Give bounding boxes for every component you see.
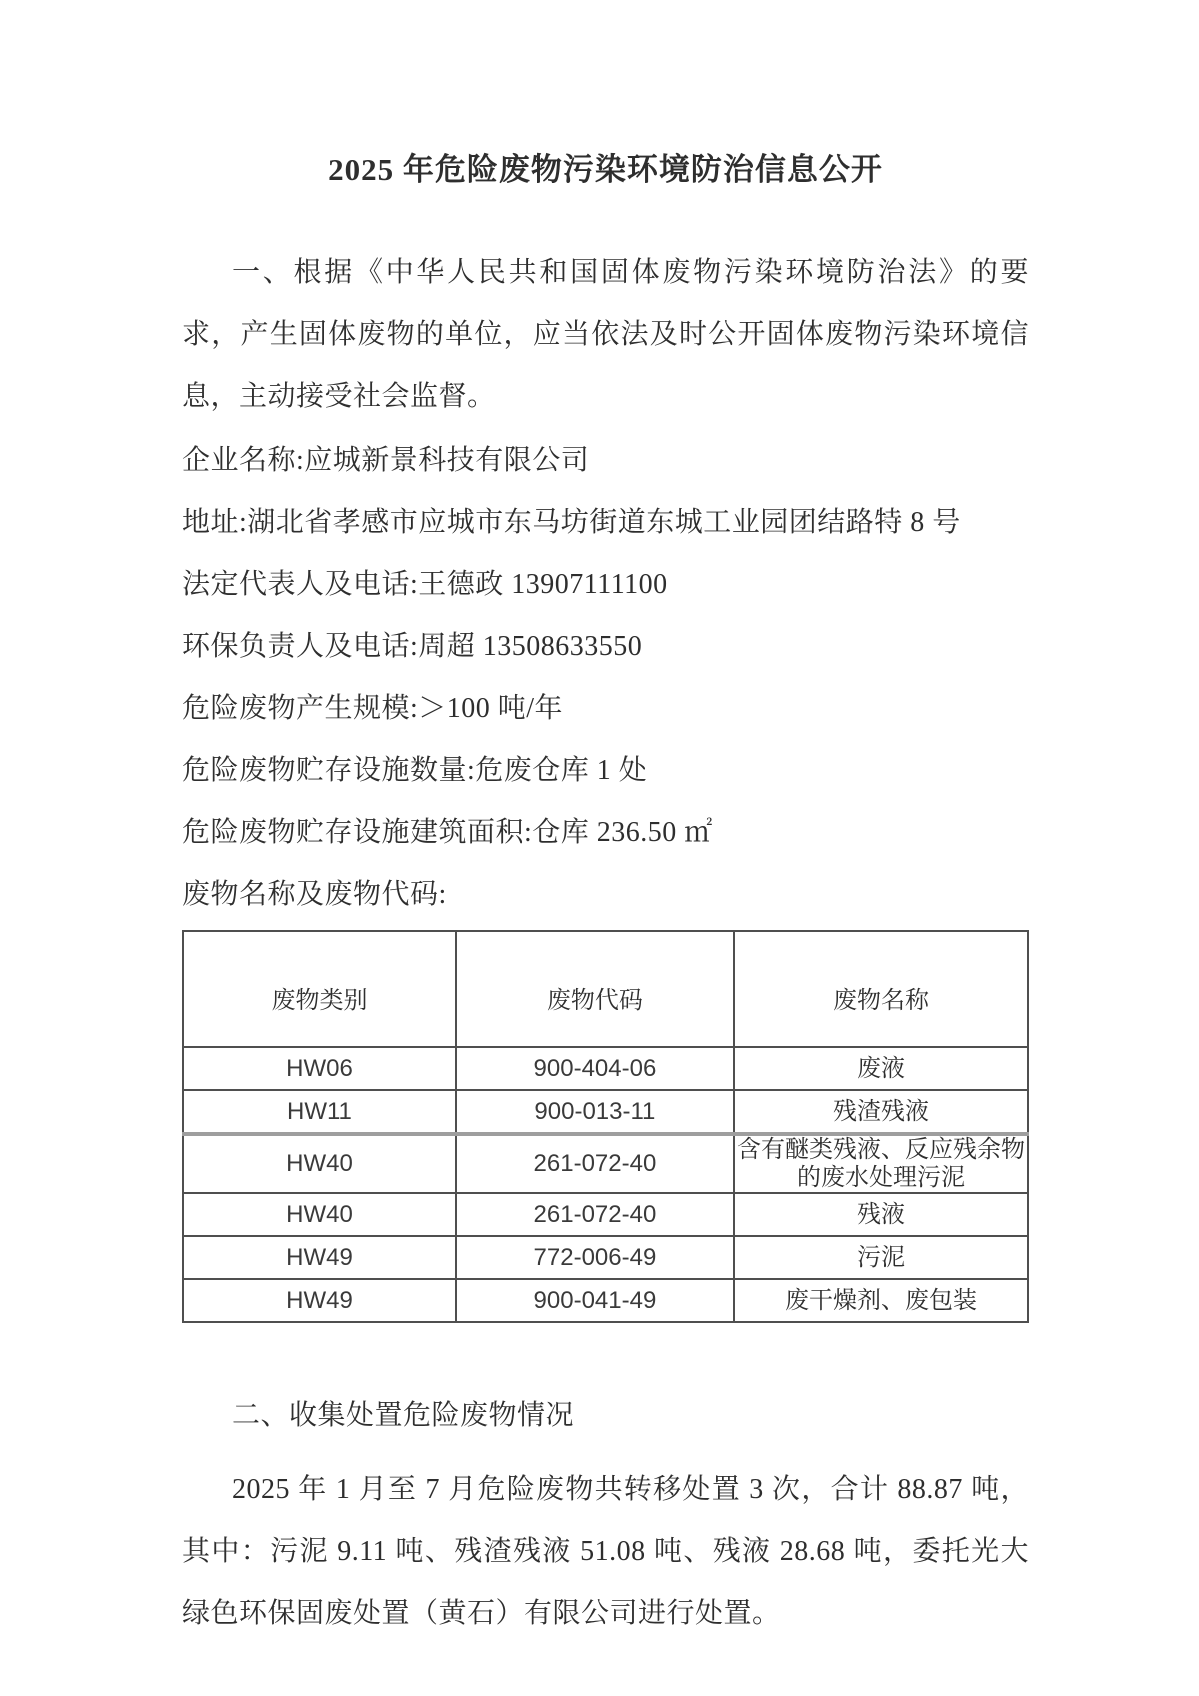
table-row	[183, 1236, 1028, 1279]
table-row	[183, 1193, 1028, 1236]
page-title: 2025 年危险废物污染环境防治信息公开	[328, 152, 883, 187]
waste-category-cell: HW49	[183, 1236, 456, 1279]
waste-category-cell: HW40	[183, 1193, 456, 1236]
info-line-storage-area: 危险废物贮存设施建筑面积:仓库 236.50 ㎡	[182, 817, 713, 848]
info-line-company-name: 企业名称:应城新景科技有限公司	[182, 445, 590, 476]
waste-code-cell: 261-072-40	[456, 1193, 734, 1236]
waste-category-cell: HW11	[183, 1090, 456, 1134]
section2-paragraph: 2025 年 1 月至 7 月危险废物共转移处置 3 次，合计 88.87 吨，其中：污泥 9.11 吨、残渣残液 51.08 吨、残液 28.68 吨，委托光大绿色环保固废处置（黄石）有限公司进行处置。	[182, 1474, 1029, 1629]
waste-name-cell: 污泥	[734, 1236, 1028, 1279]
waste-name-cell: 残液	[734, 1193, 1028, 1236]
waste-code-cell: 261-072-40	[456, 1134, 734, 1193]
waste-category-cell: HW40	[183, 1134, 456, 1193]
table-row	[183, 1090, 1028, 1134]
company-info-block	[182, 430, 1029, 926]
waste-table-header-category: 废物类别	[183, 931, 456, 1047]
table-row	[183, 1047, 1028, 1090]
table-row	[183, 1279, 1028, 1322]
info-line-storage-count: 危险废物贮存设施数量:危废仓库 1 处	[182, 755, 648, 786]
waste-table	[182, 930, 1029, 1323]
waste-name-cell: 含有醚类残液、反应残余物的废水处理污泥	[734, 1134, 1028, 1193]
intro-paragraph: 一、根据《中华人民共和国固体废物污染环境防治法》的要求，产生固体废物的单位，应当依法及时公开固体废物污染环境信息，主动接受社会监督。	[182, 257, 1029, 412]
info-line-table-caption: 废物名称及废物代码:	[182, 879, 447, 910]
waste-table-header-row	[183, 931, 1028, 1047]
waste-table-header-code: 废物代码	[456, 931, 734, 1047]
waste-code-cell: 900-041-49	[456, 1279, 734, 1322]
info-line-environmental-officer: 环保负责人及电话:周超 13508633550	[182, 631, 643, 662]
info-line-waste-scale: 危险废物产生规模:＞100 吨/年	[182, 693, 564, 724]
waste-code-cell: 772-006-49	[456, 1236, 734, 1279]
section2-heading: 二、收集处置危险废物情况	[232, 1400, 575, 1431]
waste-category-cell: HW06	[183, 1047, 456, 1090]
waste-name-cell: 残渣残液	[734, 1090, 1028, 1134]
waste-category-cell: HW49	[183, 1279, 456, 1322]
info-line-legal-representative: 法定代表人及电话:王德政 13907111100	[182, 569, 668, 600]
waste-code-cell: 900-013-11	[456, 1090, 734, 1134]
waste-name-cell: 废干燥剂、废包装	[734, 1279, 1028, 1322]
waste-code-cell: 900-404-06	[456, 1047, 734, 1090]
waste-name-cell: 废液	[734, 1047, 1028, 1090]
waste-table-header-name: 废物名称	[734, 931, 1028, 1047]
info-line-address: 地址:湖北省孝感市应城市东马坊街道东城工业园团结路特 8 号	[182, 507, 961, 538]
table-row	[183, 1134, 1028, 1193]
